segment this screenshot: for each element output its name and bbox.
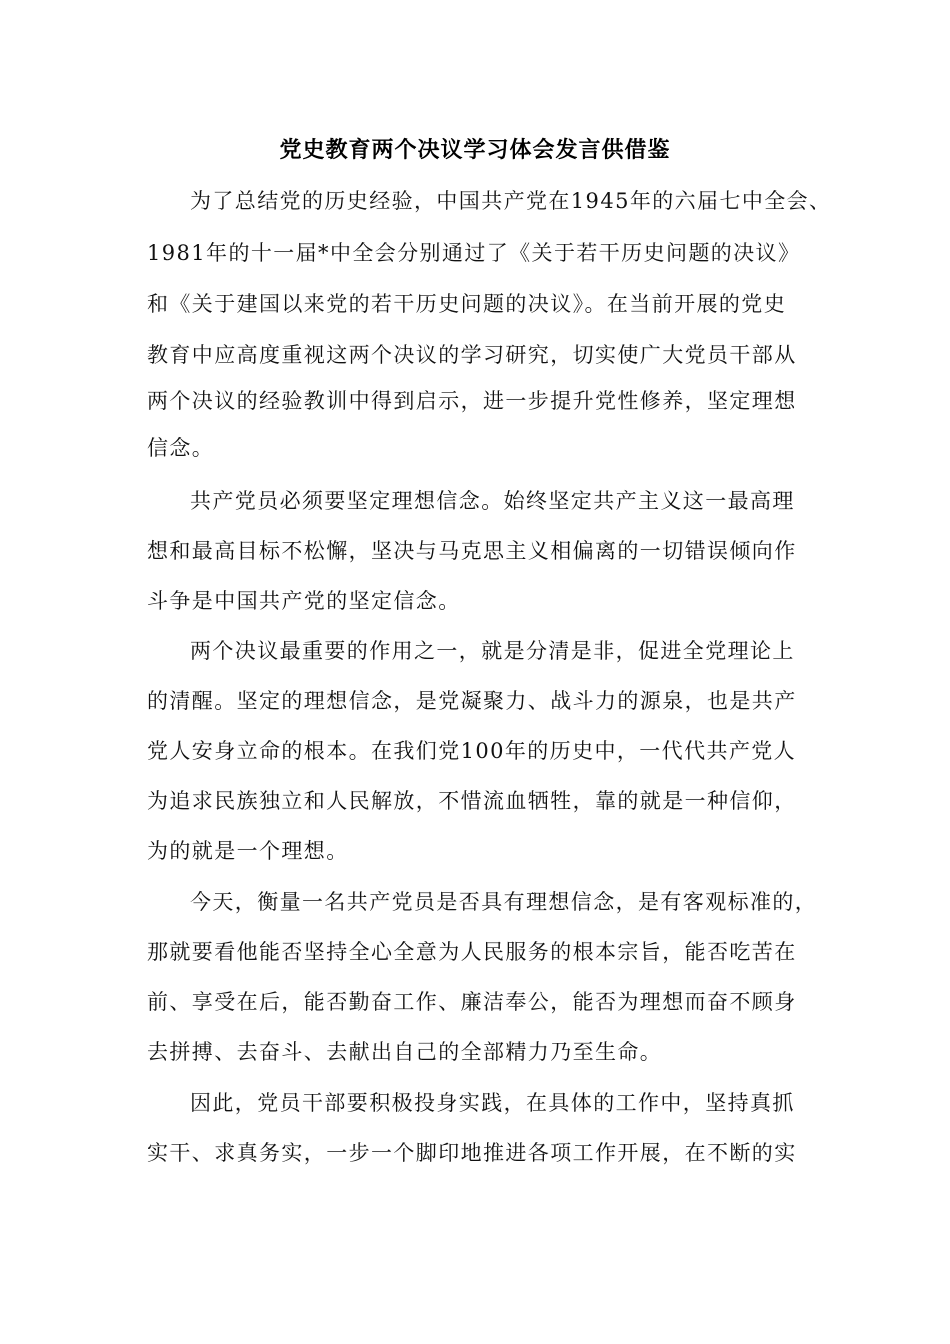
- paragraph-1-line-4: 教育中应高度重视这两个决议的学习研究，切实使广大党员干部从: [147, 343, 797, 367]
- paragraph-2-line-2: 想和最高目标不松懈，坚决与马克思主义相偏离的一切错误倾向作: [147, 539, 797, 563]
- document-title: 党史教育两个决议学习体会发言供借鉴: [279, 138, 671, 163]
- paragraph-1-line-5: 两个决议的经验教训中得到启示，进一步提升党性修养，坚定理想: [147, 389, 797, 413]
- paragraph-2-line-1: 共产党员必须要坚定理想信念。始终坚定共产主义这一最高理: [190, 489, 795, 513]
- paragraph-4-line-3: 前、享受在后，能否勤奋工作、廉洁奉公，能否为理想而奋不顾身: [147, 990, 797, 1014]
- paragraph-3-line-5: 为的就是一个理想。: [147, 839, 349, 863]
- paragraph-5-line-1: 因此，党员干部要积极投身实践，在具体的工作中，坚持真抓: [190, 1091, 795, 1115]
- paragraph-3-line-4: 为追求民族独立和人民解放，不惜流血牺牲，靠的就是一种信仰，: [147, 789, 797, 813]
- paragraph-4-line-1: 今天，衡量一名共产党员是否具有理想信念，是有客观标准的，: [190, 890, 818, 914]
- paragraph-3-line-1: 两个决议最重要的作用之一，就是分清是非，促进全党理论上: [190, 639, 795, 663]
- paragraph-4-line-2: 那就要看他能否坚持全心全意为人民服务的根本宗旨，能否吃苦在: [147, 940, 797, 964]
- paragraph-1-line-3: 和《关于建国以来党的若干历史问题的决议》。在当前开展的党史: [147, 292, 787, 316]
- paragraph-4-line-4: 去拼搏、去奋斗、去献出自己的全部精力乃至生命。: [147, 1040, 663, 1064]
- paragraph-1-line-6: 信念。: [147, 436, 215, 460]
- paragraph-3-line-3: 党人安身立命的根本。在我们党100年的历史中，一代代共产党人: [147, 739, 797, 763]
- paragraph-3-line-2: 的清醒。坚定的理想信念，是党凝聚力、战斗力的源泉，也是共产: [147, 689, 797, 713]
- paragraph-2-line-3: 斗争是中国共产党的坚定信念。: [147, 589, 461, 613]
- paragraph-1-line-1: 为了总结党的历史经验，中国共产党在1945年的六届七中全会、: [190, 189, 832, 213]
- paragraph-5-line-2: 实干、求真务实，一步一个脚印地推进各项工作开展，在不断的实: [147, 1141, 797, 1165]
- paragraph-1-line-2: 1981年的十一届*中全会分别通过了《关于若干历史问题的决议》: [147, 241, 801, 265]
